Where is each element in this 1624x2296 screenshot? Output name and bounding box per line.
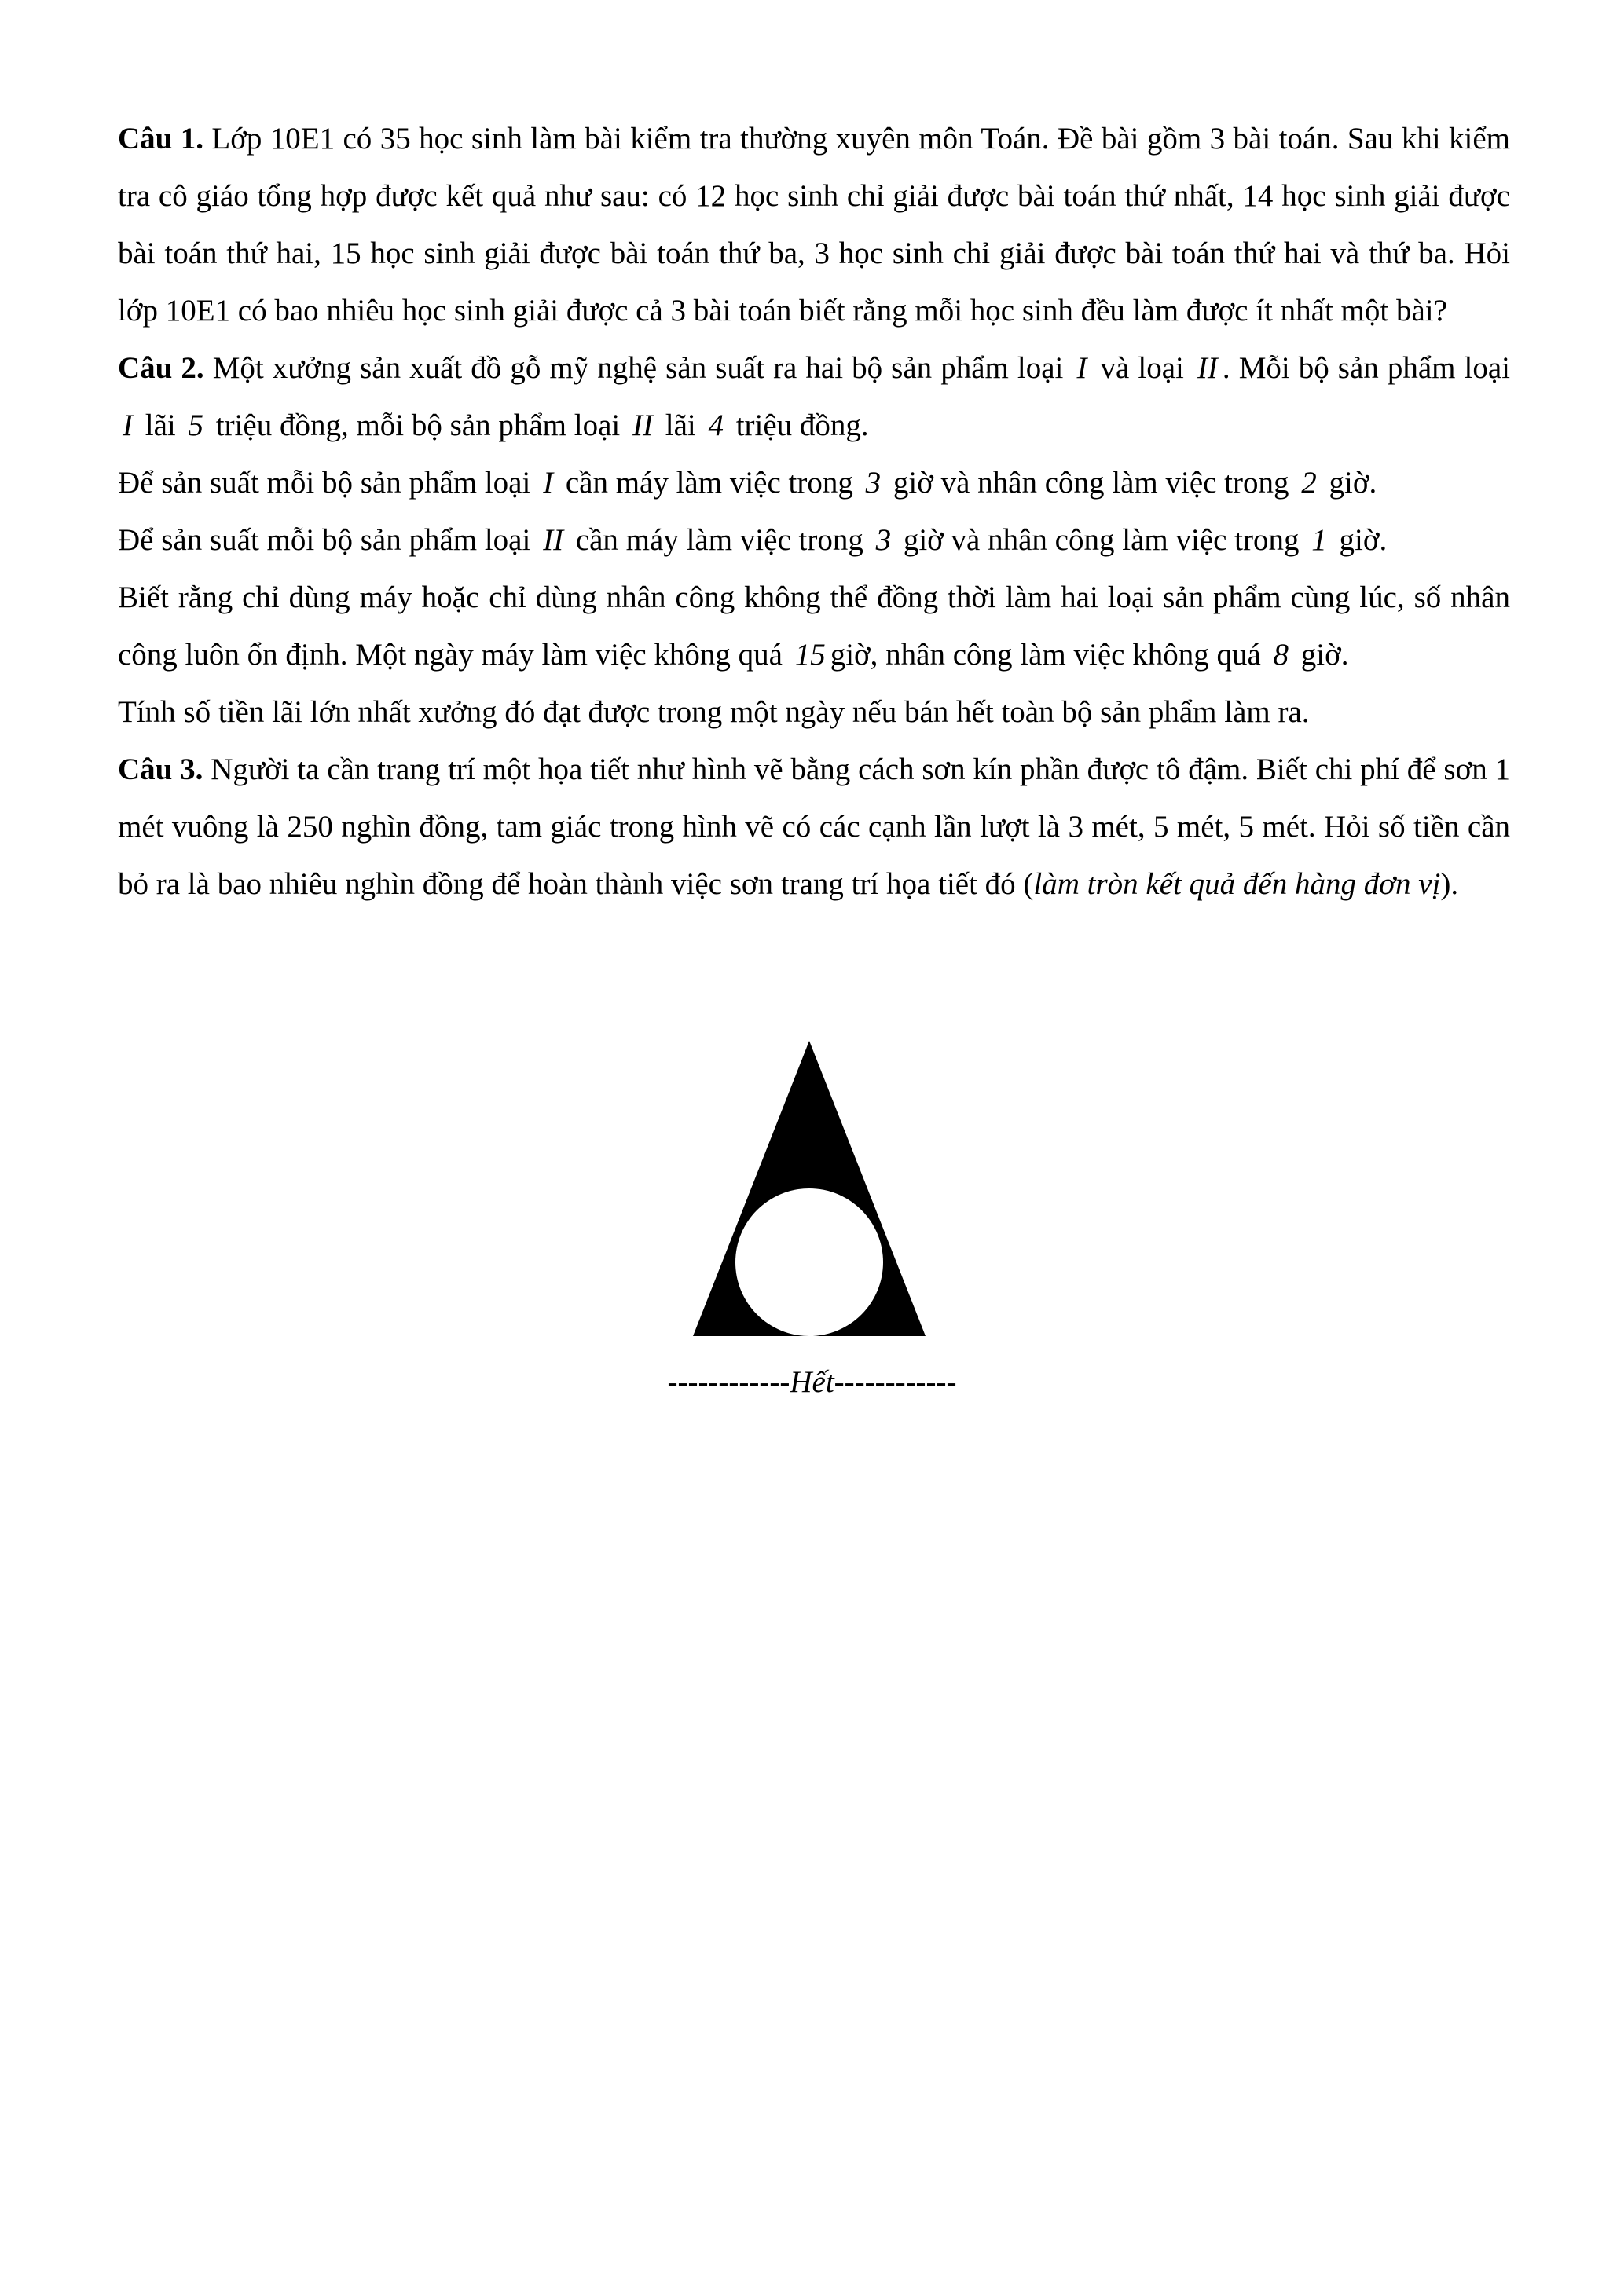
question-2-constraints	[118, 569, 1510, 683]
math-symbol: I	[123, 408, 133, 442]
q2-text: Để sản suất mỗi bộ sản phẩm loại	[118, 523, 531, 557]
question-2-label: Câu 2.	[118, 351, 204, 385]
q2-text: và loại	[1100, 351, 1184, 385]
question-1-label: Câu 1.	[118, 122, 204, 156]
q2-text: lãi	[665, 408, 696, 442]
question-2-ask	[118, 683, 1510, 741]
q2-text: Tính số tiền lãi lớn nhất xưởng đó đạt được trong một ngày nếu bán hết toàn bộ sản phẩm làm ra.	[118, 695, 1310, 729]
exam-content	[118, 110, 1510, 913]
math-symbol: I	[543, 466, 554, 500]
math-number: 4	[708, 408, 724, 442]
q2-text: cần máy làm việc trong	[575, 523, 863, 557]
q2-text: giờ và nhân công làm việc trong	[903, 523, 1300, 557]
triangle-figure	[691, 1037, 927, 1339]
math-symbol: I	[1076, 351, 1087, 385]
q2-text: triệu đồng.	[735, 408, 869, 442]
q2-text: lãi	[145, 408, 176, 442]
math-number: 8	[1273, 638, 1289, 672]
question-3-rounding-note: làm tròn kết quả đến hàng đơn vị	[1033, 867, 1441, 901]
q2-text: triệu đồng, mỗi bộ sản phẩm loại	[215, 408, 621, 442]
q2-text: cần máy làm việc trong	[565, 466, 853, 500]
question-2-line-type-1	[118, 454, 1510, 511]
math-number: 5	[188, 408, 203, 442]
q2-text: giờ và nhân công làm việc trong	[893, 466, 1289, 500]
inscribed-circle	[735, 1188, 883, 1336]
math-number: 2	[1301, 466, 1317, 500]
q2-text: giờ.	[1339, 523, 1388, 557]
triangle-with-circle-diagram	[691, 1037, 927, 1339]
question-3-label: Câu 3.	[118, 753, 203, 786]
q2-text: . Mỗi bộ sản phẩm loại	[1222, 351, 1511, 385]
end-dashes-right: ------------	[834, 1365, 957, 1399]
math-number: 3	[875, 523, 892, 557]
q2-text: Một xưởng sản xuất đồ gỗ mỹ nghệ sản suất ra hai bộ sản phẩm loại	[203, 351, 1064, 385]
q2-text: giờ.	[1300, 638, 1349, 672]
question-2-line-type-2	[118, 511, 1510, 569]
q2-text: Để sản suất mỗi bộ sản phẩm loại	[118, 466, 531, 500]
end-dashes-left: ------------	[667, 1365, 790, 1399]
end-marker	[0, 1363, 1624, 1402]
question-3	[118, 741, 1510, 913]
question-1-text: Lớp 10E1 có 35 học sinh làm bài kiểm tra thường xuyên môn Toán. Đề bài gồm 3 bài toán. Sau khi kiểm tra cô giáo tổng hợp được kết quả như sau: có 12 học sinh chỉ giải được bài toán thứ nhất, 14 học sinh giải được bài toán thứ hai, 15 học sinh giải được bài toán thứ ba, 3 học sinh chỉ giải được bài toán thứ hai và thứ ba. Hỏi lớp 10E1 có bao nhiêu học sinh giải được cả 3 bài toán biết rằng mỗi học sinh đều làm được ít nhất một bài?	[118, 122, 1510, 328]
question-1	[118, 110, 1510, 339]
question-3-text: Người ta cần trang trí một họa tiết như hình vẽ bằng cách sơn kín phần được tô đậm. Biết chi phí để sơn 1 mét vuông là 250 nghìn đồng, tam giác trong hình vẽ có các cạnh lần lượt là 3 mét, 5 mét, 5 mét. Hỏi số tiền cần bỏ ra là bao nhiêu nghìn đồng để hoàn thành việc sơn trang trí họa tiết đó (	[118, 753, 1510, 901]
math-number: 1	[1311, 523, 1327, 557]
math-symbol: II	[543, 523, 564, 557]
math-number: 3	[865, 466, 882, 500]
math-number: 15	[794, 638, 826, 672]
question-2-intro	[118, 339, 1510, 454]
q2-text: Biết rằng chỉ dùng máy hoặc chỉ dùng nhân công không thể đồng thời làm hai loại sản phẩm cùng lúc, số nhân công luôn ổn định. Một ngày máy làm việc không quá	[118, 580, 1510, 672]
q2-text: giờ.	[1329, 466, 1377, 500]
q2-text: giờ, nhân công làm việc không quá	[830, 638, 1261, 672]
question-3-end: ).	[1440, 867, 1459, 901]
end-word: Hết	[790, 1365, 834, 1399]
math-symbol: II	[1197, 351, 1218, 385]
math-symbol: II	[632, 408, 653, 442]
